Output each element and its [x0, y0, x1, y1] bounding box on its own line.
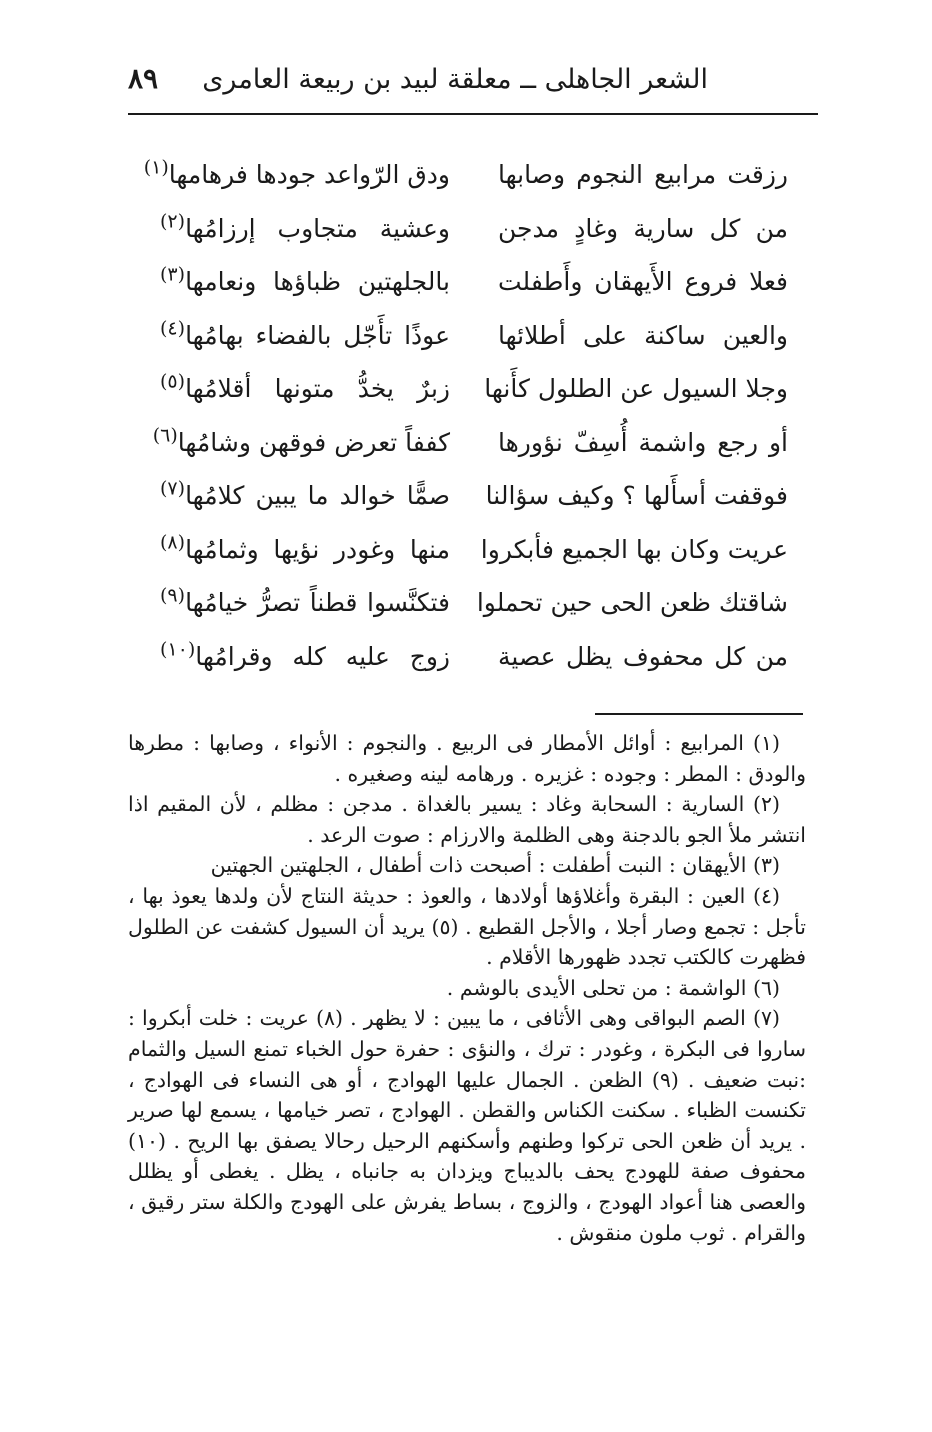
poem-verses: [128, 148, 788, 683]
verse-line: [128, 469, 788, 523]
second-hemistich: [152, 416, 450, 470]
footnotes-separator: [595, 713, 803, 715]
second-hemistich: [160, 309, 450, 363]
verse-line: [128, 523, 788, 577]
second-hemistich-text: كففاً تعرض فوقهن وشامُها: [177, 427, 450, 457]
running-header: [128, 62, 818, 106]
second-hemistich: [160, 202, 450, 256]
first-hemistich: عريت وكان بها الجميع فأبكروا: [480, 534, 788, 564]
second-hemistich-text: وعشية متجاوب إرزامُها: [185, 213, 450, 243]
running-title: الشعر الجاهلى ــ معلقة لبيد بن ربيعة العامرى: [202, 64, 708, 95]
footnote-marker: (٤): [160, 317, 186, 340]
verse-line: [128, 362, 788, 416]
header-rule: [128, 113, 818, 115]
verse-line: [128, 630, 788, 684]
footnote: (٧) الصم البواقى وهى الأثافى ، ما يبين : لا يظهر . (٨) عريت : خلت أبكروا : ساروا فى البكرة ، وغودر : ترك ، والنؤى : حفرة حول الخباء تمنع السيل والثمام :نبت ضعيف . (٩) الظعن . الجمال عليها الهوادج ، أو هى النساء فى الهوادج ، تكنست الظباء . سكنت الكناس والقطن . الهوادج ، تصر خيامها ، يسمع لها صرير . يريد أن ظعن الحى تركوا وطنهم وأسكنهم الرحيل رحالا يصفق بها الريح . (١٠) محفوف صفة للهودج يحف بالديباج ويزدان به جانباه ، يظل . يغطى أو يظلل والعصى هنا أعواد الهودج ، والزوج ، بساط يفرش على الهودج والكلة ستر رقيق ، والقرام . ثوب ملون منقوش .: [128, 1006, 806, 1245]
footnote: (٢) السارية : السحابة وغاد : يسير بالغداة . مدجن : مظلم ، لأن المقيم اذا انتشر ملأ الجو بالدجنة وهى الظلمة والارزام : صوت الرعد .: [128, 792, 806, 847]
first-hemistich: رزقت مرابيع النجوم وصابها: [498, 160, 788, 189]
footnote-marker: (٢): [160, 210, 186, 233]
second-hemistich: [160, 255, 450, 309]
first-hemistich: من كل سارية وغادٍ مدجن: [498, 213, 788, 243]
verse-line: [128, 202, 788, 256]
footnote-marker: (٨): [160, 531, 186, 554]
first-hemistich: والعين ساكنة على أطلائها: [498, 320, 788, 350]
footnotes: [128, 728, 806, 1248]
second-hemistich-text: بالجلهتين ظباؤها ونعامها: [185, 267, 450, 296]
footnote: (٦) الواشمة : من تحلى الأيدى بالوشم .: [446, 975, 780, 1000]
page-number: ٨٩: [128, 62, 159, 95]
footnote-marker: (٧): [160, 477, 186, 500]
footnote-marker: (١٠): [160, 638, 196, 661]
second-hemistich-text: زبرٌ يخدُّ متونها أقلامُها: [185, 374, 450, 403]
footnote-marker: (٣): [160, 263, 186, 286]
second-hemistich-text: صمًّا خوالد ما يبين كلامُها: [185, 481, 450, 510]
verse-line: [128, 309, 788, 363]
footnote-marker: (٩): [160, 584, 186, 607]
verse-line: [128, 416, 788, 470]
second-hemistich-text: زوج عليه كله وقرامُها: [195, 641, 450, 671]
footnote: (٣) الأيهقان : النبت أطفلت : أصبحت ذات أطفال ، الجلهتين الجهتين: [210, 853, 780, 878]
second-hemistich: [160, 469, 450, 523]
second-hemistich-text: منها وغودر نؤيها وثمامُها: [185, 534, 450, 564]
footnote-marker: (١): [143, 156, 169, 179]
footnote-marker: (٦): [152, 424, 178, 447]
second-hemistich: [143, 148, 450, 202]
footnote: (١) المرابيع : أوائل الأمطار فى الربيع . والنجوم : الأنواء ، وصابها : مطرها والودق : المطر : وجوده : غزيره . ورهامه لينه وصغيره .: [128, 731, 806, 786]
second-hemistich: [160, 362, 450, 416]
first-hemistich: من كل محفوف يظل عصية: [498, 641, 788, 671]
verse-line: [128, 255, 788, 309]
footnote: (٤) العين : البقرة وأغلاؤها أولادها ، والعوذ : حديثة النتاج لأن ولدها يعوذ بها ، تأجل : تجمع وصار أجلا ، والأجل القطيع . (٥) يريد أن السيول كشفت عن الطلول فظهرت كالكتب تجدد ظهورها الأقلام .: [128, 883, 806, 970]
first-hemistich: شاقتك ظعن الحى حين تحملوا: [476, 588, 788, 617]
second-hemistich-text: فتكنَّسوا قطناً تصرُّ خيامُها: [185, 588, 450, 617]
first-hemistich: أو رجع واشمة أُسِفّ نؤورها: [498, 427, 788, 457]
second-hemistich: [160, 523, 450, 577]
verse-line: [128, 148, 788, 202]
first-hemistich: فعلا فروع الأَيهقان وأَطفلت: [498, 267, 788, 296]
second-hemistich: [160, 630, 450, 684]
first-hemistich: وجلا السيول عن الطلول كأَنها: [484, 374, 788, 403]
second-hemistich-text: عوذًا تأَجّل بالفضاء بهامُها: [185, 320, 450, 350]
verse-line: [128, 576, 788, 630]
footnote-marker: (٥): [160, 370, 186, 393]
second-hemistich-text: ودق الرّواعد جودها فرهامها: [168, 160, 450, 189]
second-hemistich: [160, 576, 450, 630]
first-hemistich: فوقفت أسأَلها ؟ وكيف سؤالنا: [485, 481, 788, 510]
